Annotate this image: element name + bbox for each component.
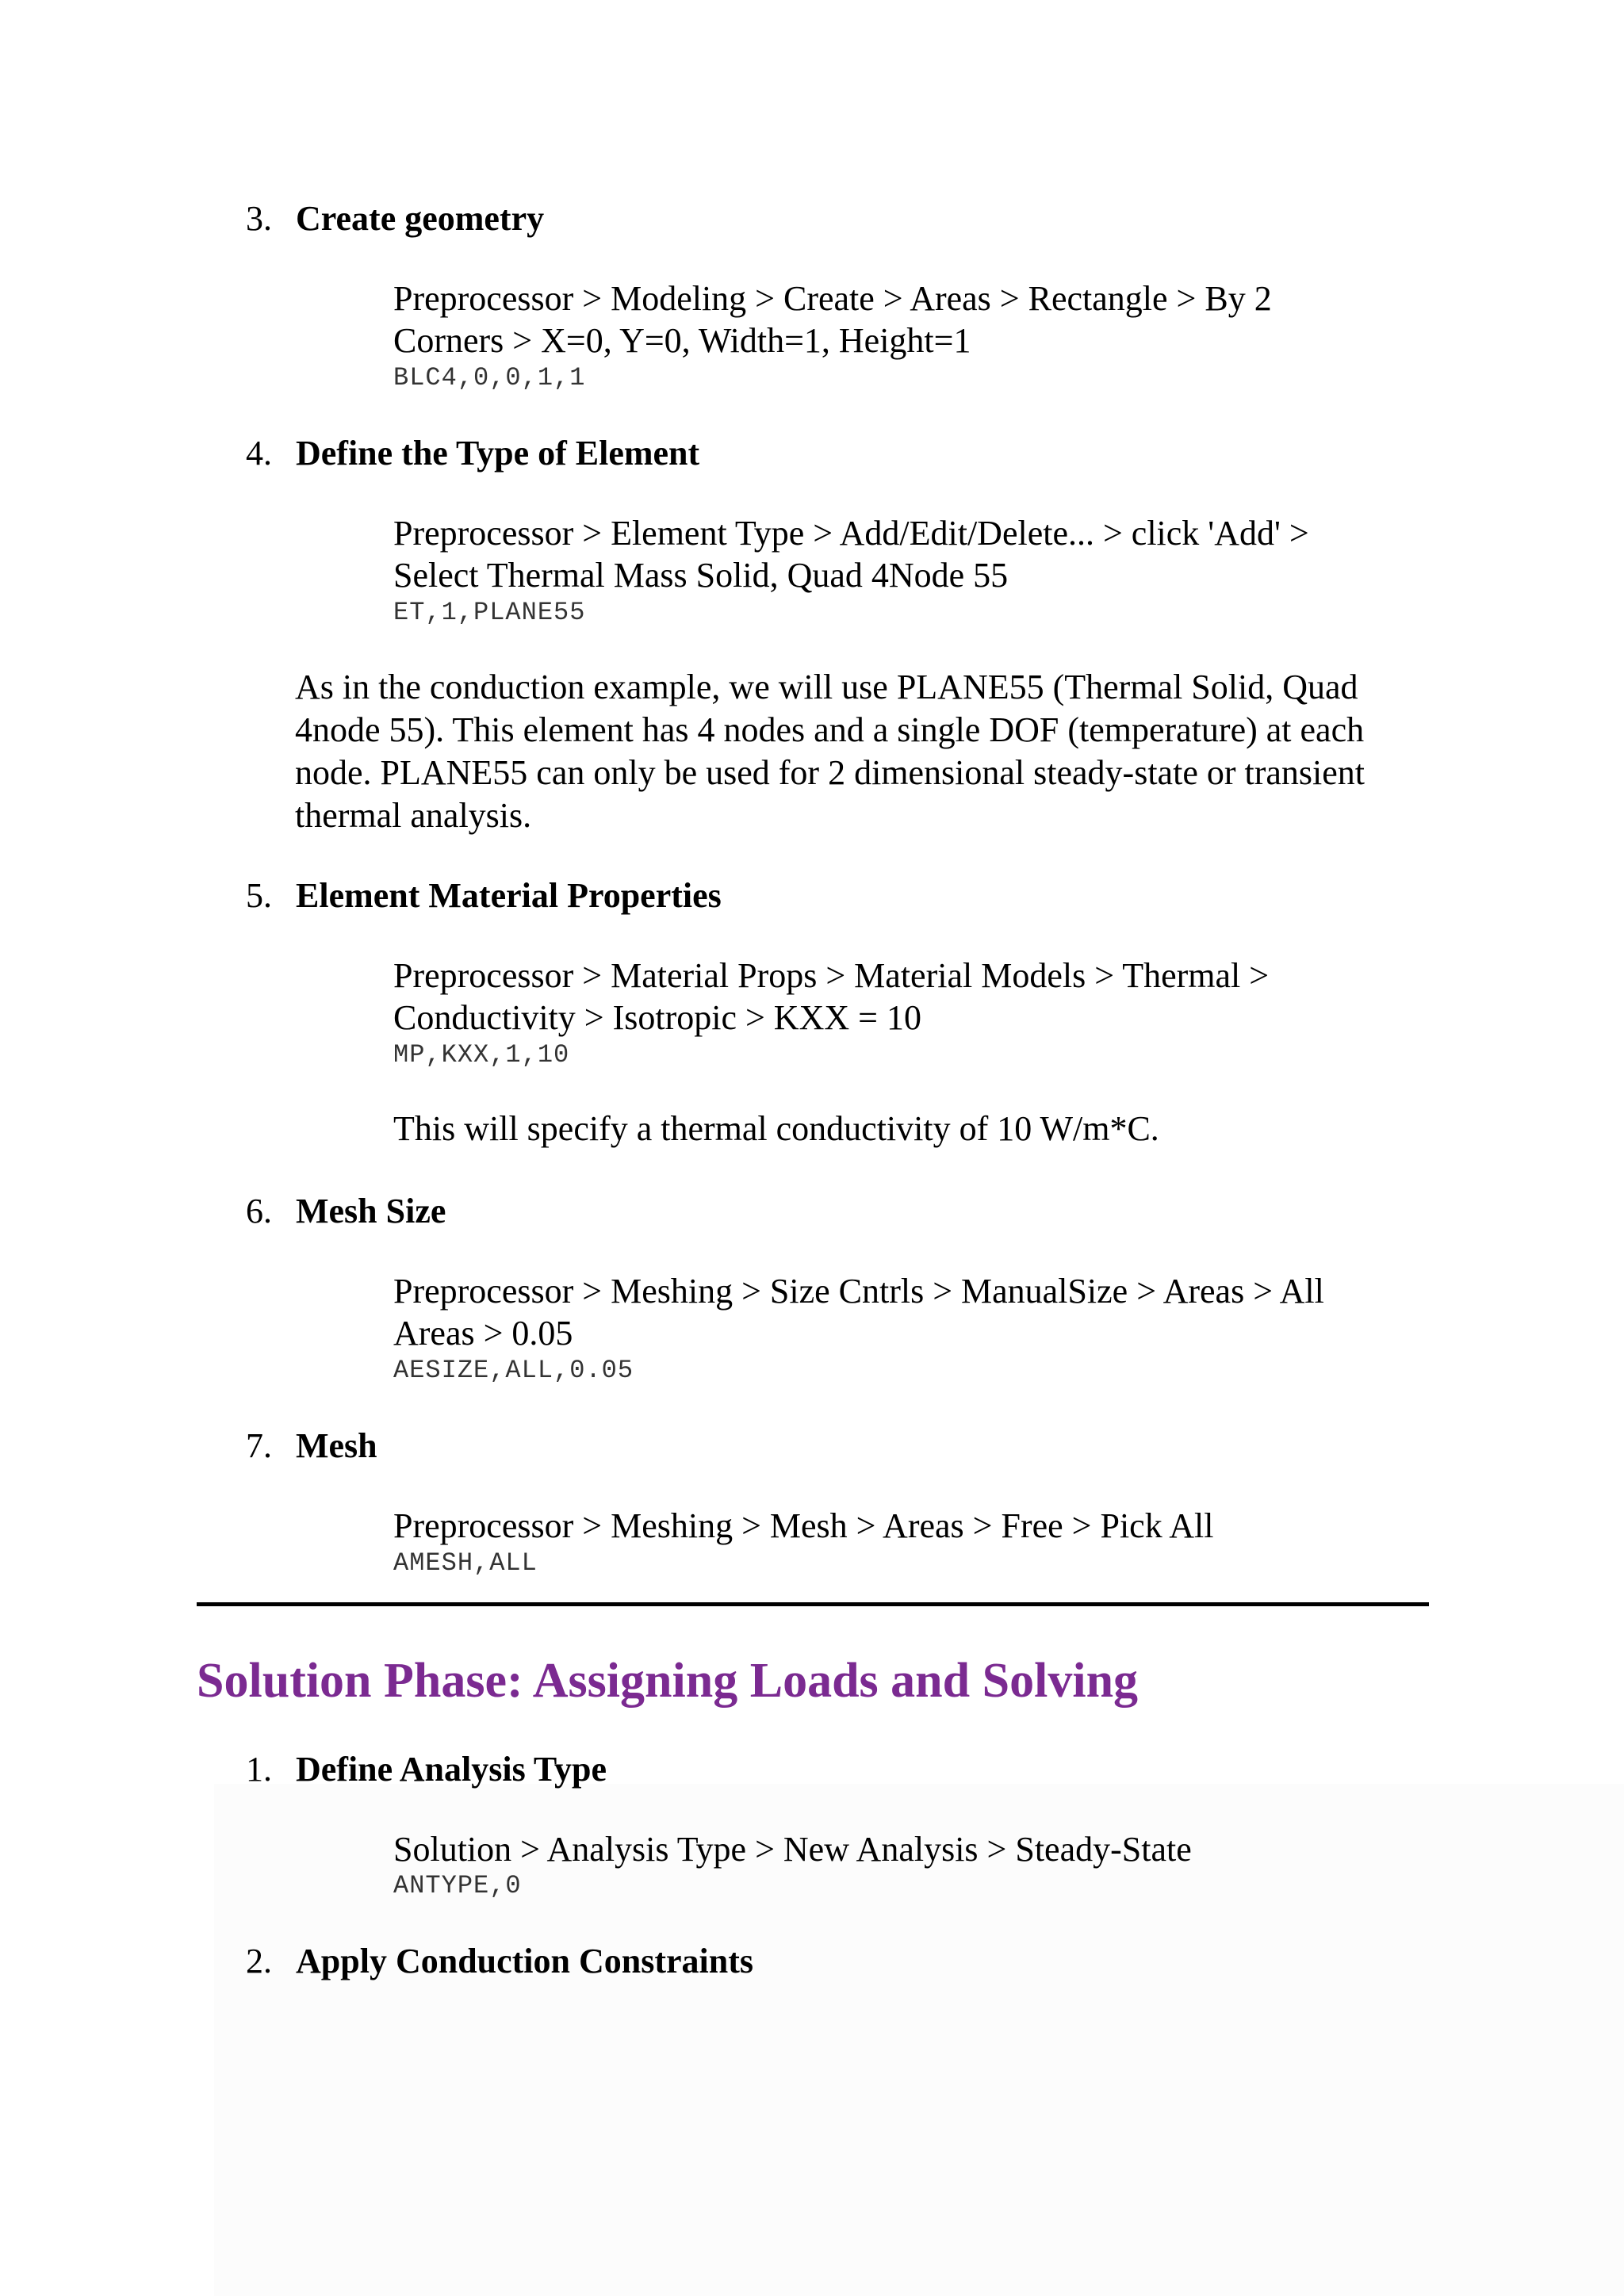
menu-path-line: Preprocessor > Meshing > Mesh > Areas > Free > Pick All <box>393 1506 1214 1545</box>
step-number: 5. <box>246 876 272 915</box>
step-number: 6. <box>246 1192 272 1230</box>
step-material-properties <box>246 875 722 916</box>
step-number: 1. <box>246 1750 272 1789</box>
menu-path-line: Select Thermal Mass Solid, Quad 4Node 55 <box>393 556 1009 595</box>
section-divider <box>197 1602 1429 1606</box>
step-number: 2. <box>246 1942 272 1980</box>
menu-path-line: Preprocessor > Material Props > Material Models > Thermal > <box>393 956 1270 995</box>
command-code: BLC4,0,0,1,1 <box>393 363 586 392</box>
step-mesh-size <box>246 1191 446 1232</box>
paragraph-line: As in the conduction example, we will use PLANE55 (Thermal Solid, Quad <box>295 668 1358 706</box>
step-title: Apply Conduction Constraints <box>296 1942 754 1980</box>
step-title: Mesh <box>296 1426 377 1465</box>
note-text: This will specify a thermal conductivity of 10 W/m*C. <box>393 1109 1159 1148</box>
step-title: Define Analysis Type <box>296 1750 607 1789</box>
menu-path-line: Preprocessor > Meshing > Size Cntrls > ManualSize > Areas > All <box>393 1272 1324 1311</box>
step-number: 7. <box>246 1426 272 1465</box>
step-title: Element Material Properties <box>296 876 722 915</box>
step-number: 3. <box>246 199 272 238</box>
step-define-element-type <box>246 433 699 474</box>
step-title: Mesh Size <box>296 1192 446 1230</box>
step-title: Create geometry <box>296 199 545 238</box>
command-code: MP,KXX,1,10 <box>393 1040 570 1070</box>
paragraph-line: thermal analysis. <box>295 796 532 835</box>
step-define-analysis-type <box>246 1749 607 1790</box>
section-heading: Solution Phase: Assigning Loads and Solving <box>197 1654 1139 1708</box>
command-code: ANTYPE,0 <box>393 1871 522 1900</box>
step-create-geometry <box>246 198 544 239</box>
menu-path-line: Preprocessor > Modeling > Create > Areas > Rectangle > By 2 <box>393 279 1272 318</box>
step-mesh <box>246 1425 377 1467</box>
menu-path-line: Conductivity > Isotropic > KXX = 10 <box>393 998 921 1037</box>
command-code: ET,1,PLANE55 <box>393 598 586 627</box>
menu-path-line: Areas > 0.05 <box>393 1314 573 1353</box>
paragraph-line: node. PLANE55 can only be used for 2 dimensional steady-state or transient <box>295 753 1365 792</box>
command-code: AMESH,ALL <box>393 1548 538 1578</box>
menu-path-line: Corners > X=0, Y=0, Width=1, Height=1 <box>393 321 971 360</box>
menu-path-line: Solution > Analysis Type > New Analysis > Steady-State <box>393 1830 1192 1869</box>
step-number: 4. <box>246 434 272 473</box>
menu-path-line: Preprocessor > Element Type > Add/Edit/Delete... > click 'Add' > <box>393 514 1309 553</box>
step-apply-conduction-constraints <box>246 1941 753 1982</box>
step-title: Define the Type of Element <box>296 434 700 473</box>
command-code: AESIZE,ALL,0.05 <box>393 1356 634 1385</box>
paragraph-line: 4node 55). This element has 4 nodes and a single DOF (temperature) at each <box>295 710 1365 749</box>
